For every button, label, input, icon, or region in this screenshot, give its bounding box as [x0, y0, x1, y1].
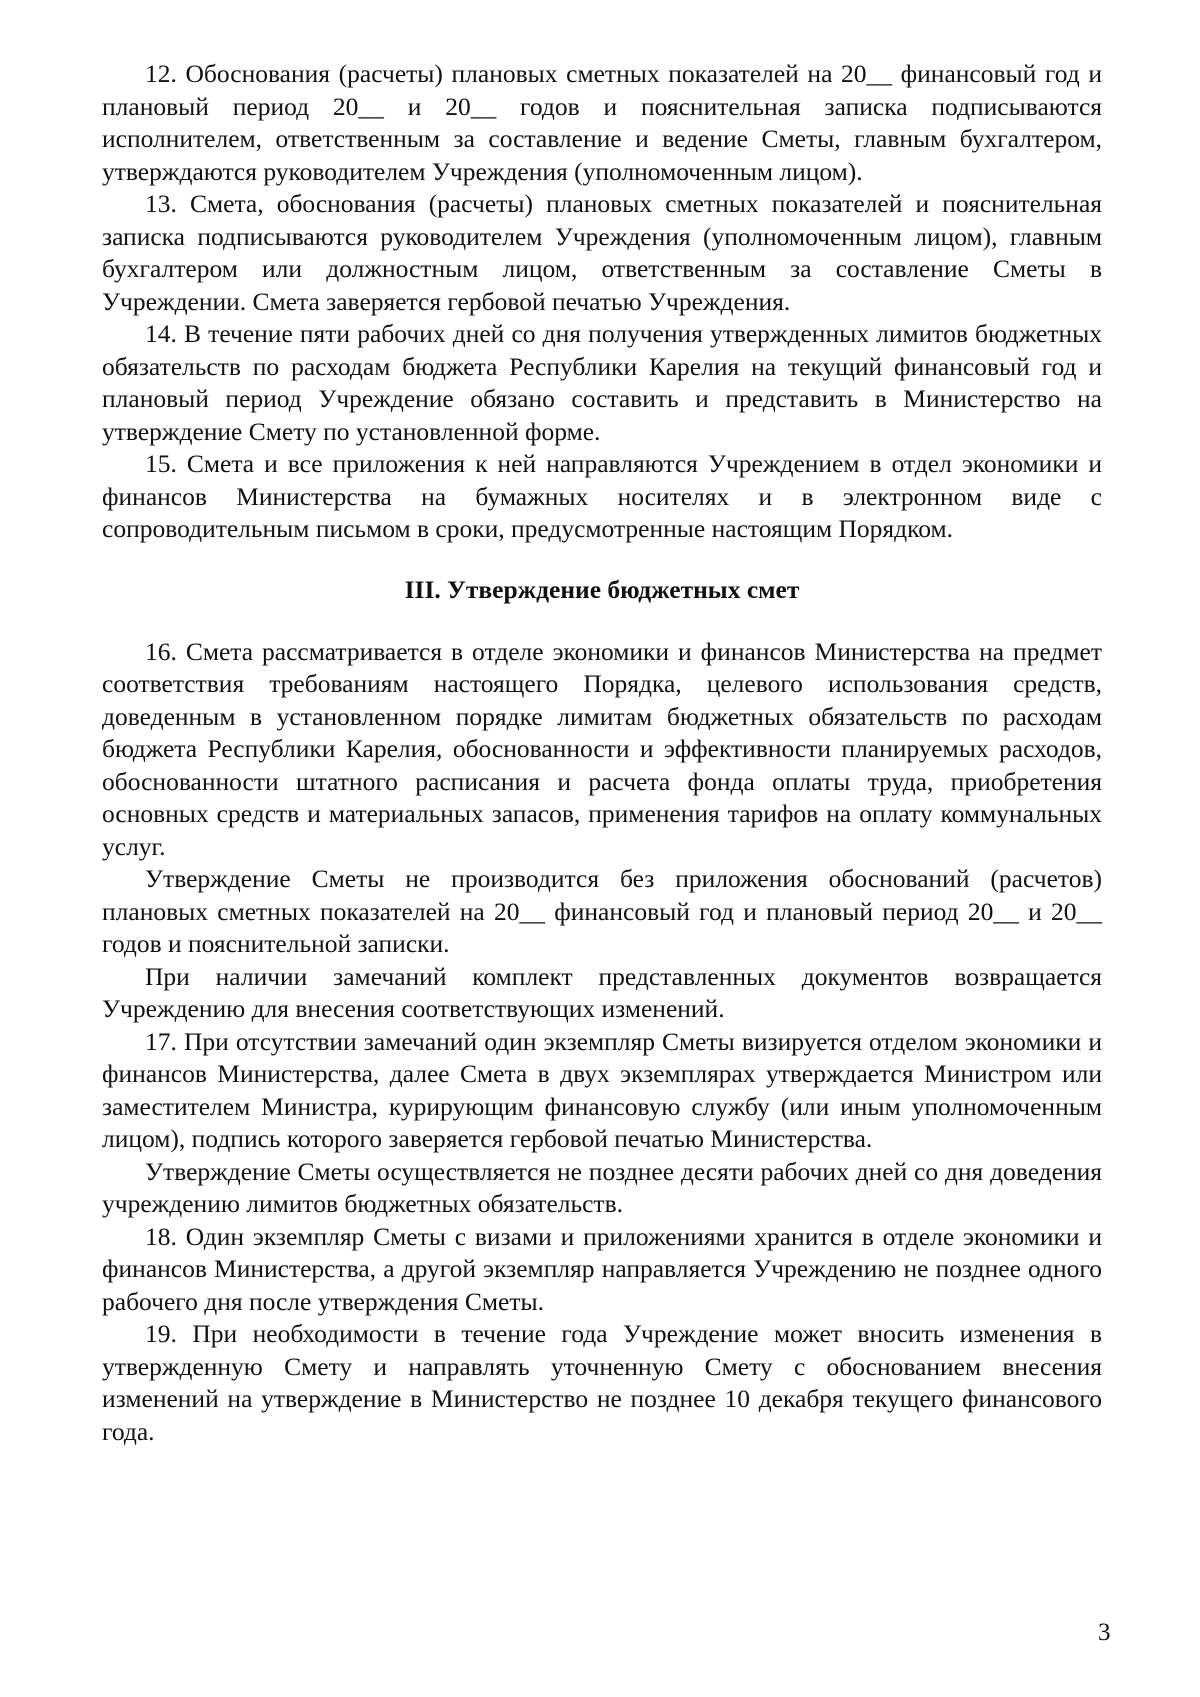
document-page — [102, 58, 1102, 1448]
paragraph-17-deadline: Утверждение Сметы осуществляется не позднее десяти рабочих дней со дня доведения учреждению лимитов бюджетных обязательств. — [102, 1156, 1102, 1218]
paragraph-16-remarks: При наличии замечаний комплект представленных документов возвращается Учреждению для внесения соответствующих изменений. — [102, 961, 1102, 1023]
page-number: 3 — [1098, 1619, 1111, 1646]
paragraph-14: 14. В течение пяти рабочих дней со дня получения утвержденных лимитов бюджетных обязательств по расходам бюджета Республики Карелия на текущий финансовый год и плановый период Учреждение обязано составить и представить в Министерство на утверждение Смету по установленной форме. — [102, 319, 1102, 446]
paragraph-12: 12. Обоснования (расчеты) плановых сметных показателей на 20__ финансовый год и плановый период 20__ и 20__ годов и пояснительная записка подписываются исполнителем, ответственным за составление и ведение Сметы, главным бухгалтером, утверждаются руководителем Учреждения (уполномоченным лицом). — [102, 59, 1102, 186]
paragraph-16-approval: Утверждение Сметы не производится без приложения обоснований (расчетов) плановых сметных показателей на 20__ финансовый год и плановый период 20__ и 20__ годов и пояснительной записки. — [102, 864, 1102, 958]
paragraph-13: 13. Смета, обоснования (расчеты) плановых сметных показателей и пояснительная записка подписываются руководителем Учреждения (уполномоченным лицом), главным бухгалтером или должностным лицом, ответственным за составление Сметы в Учреждении. Смета заверяется гербовой печатью Учреждения. — [102, 189, 1102, 316]
paragraph-19: 19. При необходимости в течение года Учреждение может вносить изменения в утвержденную Смету и направлять уточненную Смету с обоснованием внесения изменений на утверждение в Министерство не позднее 10 декабря текущего финансового года. — [102, 1319, 1102, 1446]
paragraph-15: 15. Смета и все приложения к ней направляются Учреждением в отдел экономики и финансов Министерства на бумажных носителях и в электронном виде с сопроводительным письмом в сроки, предусмотренные настоящим Порядком. — [102, 449, 1102, 543]
section-heading: III. Утверждение бюджетных смет — [404, 574, 800, 604]
paragraph-16: 16. Смета рассматривается в отделе экономики и финансов Министерства на предмет соответствия требованиям настоящего Порядка, целевого использования средств, доведенным в установленном порядке лимитам бюджетных обязательств по расходам бюджета Республики Карелия, обоснованности и эффективности планируемых расходов, обоснованности штатного расписания и расчета фонда оплаты труда, приобретения основных средств и материальных запасов, применения тарифов на оплату коммунальных услуг. — [102, 636, 1102, 861]
paragraph-18: 18. Один экземпляр Сметы с визами и приложениями хранится в отделе экономики и финансов Министерства, а другой экземпляр направляется Учреждению не позднее одного рабочего дня после утверждения Сметы. — [102, 1221, 1102, 1316]
paragraph-17: 17. При отсутствии замечаний один экземпляр Сметы визируется отделом экономики и финансов Министерства, далее Смета в двух экземплярах утверждается Министром или заместителем Министра, курирующим финансовую службу (или иным уполномоченным лицом), подпись которого заверяется гербовой печатью Министерства. — [102, 1026, 1102, 1153]
